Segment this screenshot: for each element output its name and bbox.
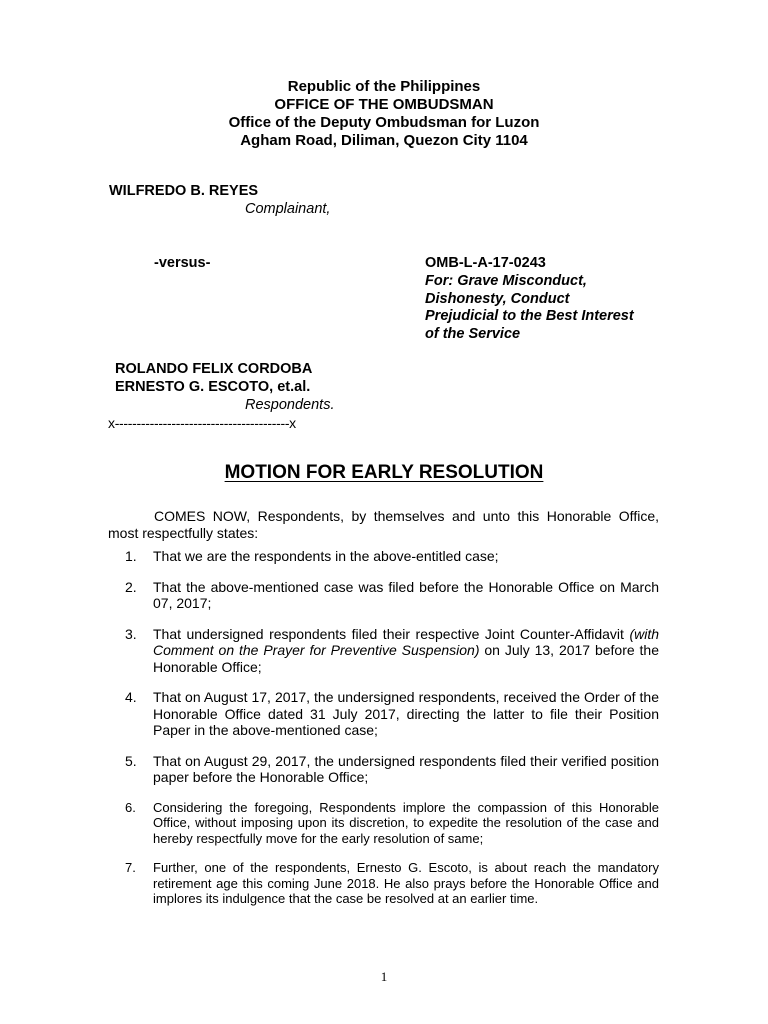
intro-paragraph: COMES NOW, Respondents, by themselves and unto this Honorable Office, most respectfully states: bbox=[108, 508, 659, 541]
respondents-role: Respondents. bbox=[245, 397, 335, 413]
list-item-number: 5. bbox=[125, 752, 137, 769]
list-item-number: 4. bbox=[125, 689, 137, 705]
list-item-text: That on August 17, 2017, the undersigned respondents, received the Order of the Honorable Office dated 31 July 2017, directing the latter to file their Position Paper in the above-mentioned case; bbox=[153, 689, 659, 738]
list-item-number: 3. bbox=[125, 625, 137, 642]
respondent-name-1: ROLANDO FELIX CORDOBA bbox=[115, 361, 313, 377]
caption-separator: x----------------------------------------x bbox=[108, 415, 296, 431]
list-item-number: 2. bbox=[125, 578, 137, 595]
list-item bbox=[108, 626, 659, 676]
list-item-text: Considering the foregoing, Respondents implore the compassion of this Honorable Office, without imposing upon its discretion, to expedite the resolution of the case and hereby respectfully move for the early resolution of same; bbox=[153, 799, 659, 846]
complainant-role: Complainant, bbox=[245, 201, 331, 217]
list-item-text: That we are the respondents in the above-entitled case; bbox=[153, 548, 499, 564]
page-number: 1 bbox=[380, 969, 388, 984]
list-item-number: 7. bbox=[125, 860, 136, 875]
list-item bbox=[108, 860, 659, 907]
versus-label: -versus- bbox=[154, 255, 211, 271]
list-item-number: 1. bbox=[125, 548, 137, 564]
list-item bbox=[108, 689, 659, 739]
list-item bbox=[108, 579, 659, 612]
header-deputy-office: Office of the Deputy Ombudsman for Luzon bbox=[228, 114, 540, 131]
list-item bbox=[108, 548, 659, 565]
list-item bbox=[108, 753, 659, 786]
header-address: Agham Road, Diliman, Quezon City 1104 bbox=[240, 132, 528, 149]
list-item-text: That the above-mentioned case was filed before the Honorable Office on March 07, 2017; bbox=[153, 578, 659, 611]
header-office: OFFICE OF THE OMBUDSMAN bbox=[274, 96, 494, 113]
list-item bbox=[108, 800, 659, 847]
case-charges: For: Grave Misconduct, Dishonesty, Conduct Prejudicial to the Best Interest of the Service bbox=[425, 273, 634, 342]
list-item-number: 6. bbox=[125, 799, 136, 815]
list-item-text-after: on July 13, 2017 before the Honorable Office; bbox=[153, 642, 659, 675]
list-item-text: Further, one of the respondents, Ernesto G. Escoto, is about reach the mandatory retirement age this coming June 2018. He also prays before the Honorable Office and implores its indulgence that the case be resolved at an earlier time. bbox=[153, 860, 659, 906]
document-header bbox=[0, 78, 768, 150]
case-number: OMB-L-A-17-0243 bbox=[425, 255, 546, 271]
numbered-list bbox=[108, 548, 659, 907]
document-title: MOTION FOR EARLY RESOLUTION bbox=[224, 462, 544, 483]
header-republic: Republic of the Philippines bbox=[287, 78, 481, 95]
respondent-name-2: ERNESTO G. ESCOTO, et.al. bbox=[115, 379, 311, 395]
complainant-name: WILFREDO B. REYES bbox=[109, 183, 259, 199]
list-item-text: That on August 29, 2017, the undersigned respondents filed their verified position paper before the Honorable Office; bbox=[153, 752, 659, 785]
list-item-text-before: That undersigned respondents filed their respective Joint Counter-Affidavit bbox=[153, 625, 630, 642]
list-item-text-italic: (with Comment on the Prayer for Preventive Suspension) bbox=[153, 625, 659, 658]
